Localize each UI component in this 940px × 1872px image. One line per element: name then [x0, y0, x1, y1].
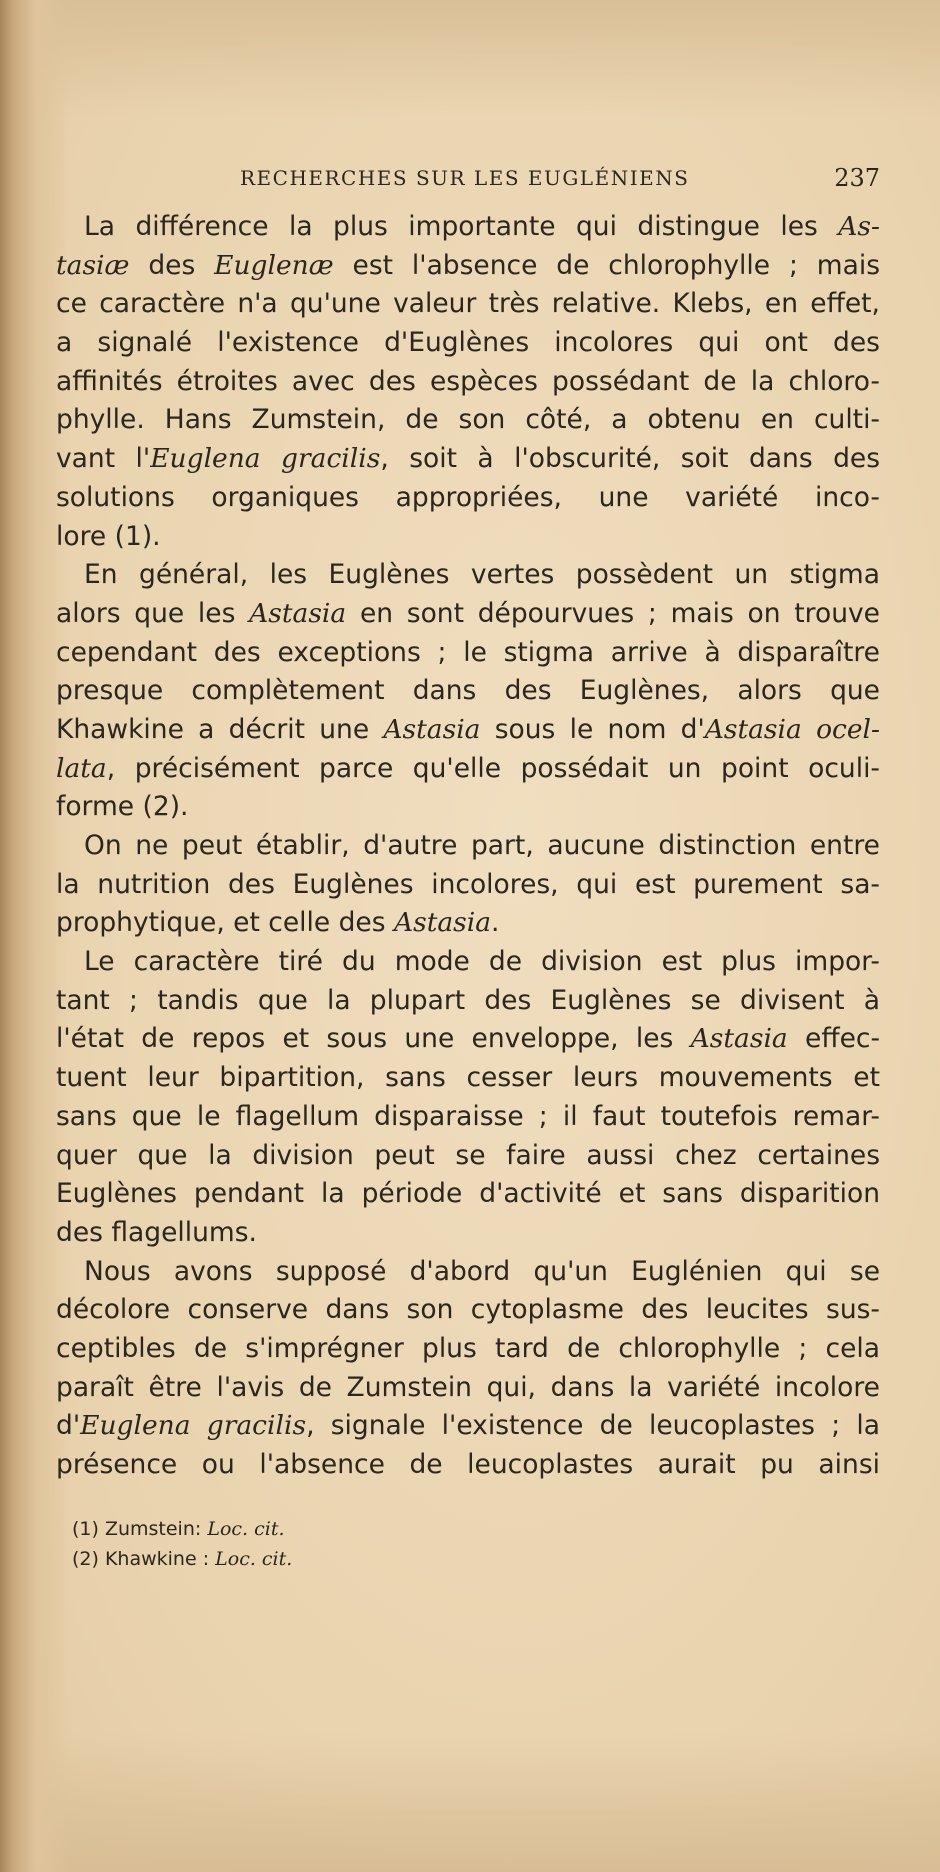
page-number: 237: [834, 164, 880, 192]
text-line: cependant des exceptions ; le stigma arrive à disparaître: [56, 636, 880, 668]
text-line: lore (1).: [56, 520, 161, 552]
text-line: ceptibles de s'imprégner plus tard de chlorophylle ; cela: [56, 1332, 880, 1364]
text-line: Nous avons supposé d'abord qu'un Euglénien qui se: [84, 1255, 880, 1287]
text-line: alors que les Astasia en sont dépourvues ; mais on trouve: [56, 597, 880, 629]
text-line: la nutrition des Euglènes incolores, qui est purement sa-: [56, 868, 880, 900]
text-line: Euglènes pendant la période d'activité et sans disparition: [56, 1178, 880, 1210]
text-line: vant l'Euglena gracilis, soit à l'obscurité, soit dans des: [56, 443, 880, 475]
footnote: (1) Zumstein: Loc. cit.: [72, 1518, 285, 1540]
text-line: solutions organiques appropriées, une variété inco-: [56, 481, 880, 513]
text-line: tuent leur bipartition, sans cesser leurs mouvements et: [56, 1062, 880, 1094]
running-head: [240, 166, 880, 196]
body-text: [56, 208, 880, 1485]
text-line: La différence la plus importante qui distingue les As-: [84, 211, 880, 242]
text-line: En général, les Euglènes vertes possèdent un stigma: [84, 559, 880, 591]
text-line: d'Euglena gracilis, signale l'existence de leucoplastes ; la: [56, 1410, 880, 1442]
text-line: ce caractère n'a qu'une valeur très relative. Klebs, en effet,: [56, 288, 880, 320]
text-line: décolore conserve dans son cytoplasme des leucites sus-: [56, 1294, 880, 1326]
running-title: RECHERCHES SUR LES EUGLÉNIENS: [240, 166, 690, 190]
text-line: paraît être l'avis de Zumstein qui, dans la variété incolore: [56, 1371, 880, 1403]
text-line: a signalé l'existence d'Euglènes incolores qui ont des: [56, 327, 880, 359]
footnote: (2) Khawkine : Loc. cit.: [72, 1548, 293, 1570]
text-line: lata, précisément parce qu'elle possédait un point oculi-: [56, 752, 880, 784]
text-line: Khawkine a décrit une Astasia sous le nom d'Astasia ocel-: [56, 713, 880, 745]
text-line: l'état de repos et sous une enveloppe, les Astasia effec-: [56, 1023, 881, 1055]
text-line: On ne peut établir, d'autre part, aucune distinction entre: [84, 830, 880, 861]
text-line: prophytique, et celle des Astasia.: [56, 907, 500, 939]
text-line: presque complètement dans des Euglènes, alors que: [56, 675, 880, 707]
text-line: quer que la division peut se faire aussi chez certaines: [56, 1139, 880, 1171]
text-line: affinités étroites avec des espèces possédant de la chloro-: [56, 365, 880, 397]
text-line: tant ; tandis que la plupart des Euglènes se divisent à: [56, 984, 880, 1016]
text-line: phylle. Hans Zumstein, de son côté, a obtenu en culti-: [56, 404, 880, 436]
text-line: sans que le flagellum disparaisse ; il faut toutefois remar-: [56, 1100, 880, 1132]
footnotes: [72, 1514, 292, 1574]
text-line: présence ou l'absence de leucoplastes aurait pu ainsi: [56, 1449, 880, 1480]
text-line: des flagellums.: [56, 1216, 257, 1248]
text-line: tasiæ des Euglenæ est l'absence de chlorophylle ; mais: [56, 249, 880, 281]
text-line: Le caractère tiré du mode de division est plus impor-: [84, 946, 880, 978]
text-line: forme (2).: [56, 791, 189, 823]
